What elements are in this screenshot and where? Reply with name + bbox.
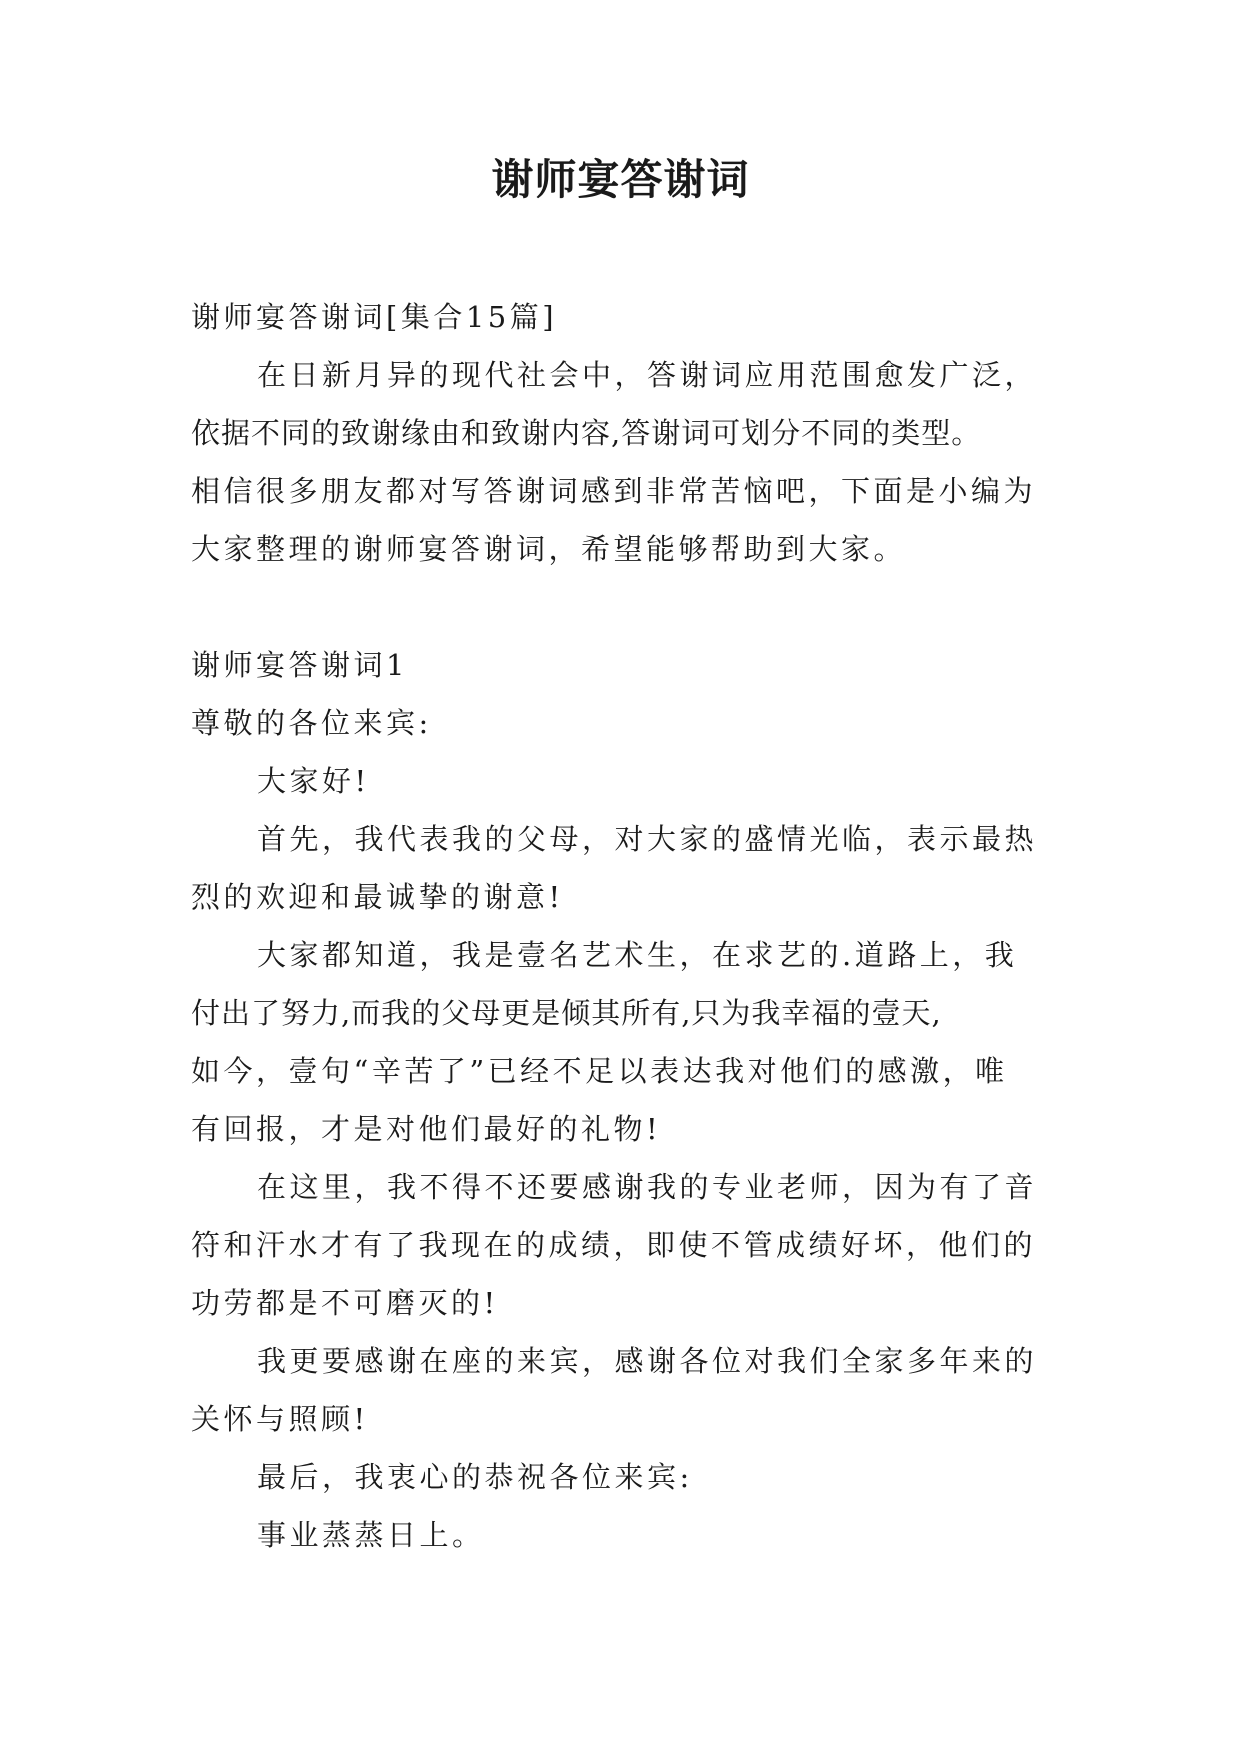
section-heading: 谢师宴答谢词1 (191, 648, 408, 682)
body-line: 大家好! (257, 764, 370, 798)
paragraph-spacer (191, 578, 1055, 636)
document-body (191, 288, 1055, 1564)
document-subtitle: 谢师宴答谢词[集合15篇] (191, 300, 558, 334)
document-title: 谢师宴答谢词 (491, 155, 750, 204)
body-line: 事业蒸蒸日上。 (257, 1518, 485, 1552)
intro-line: 大家整理的谢师宴答谢词，希望能够帮助到大家。 (191, 532, 907, 566)
intro-line: 在日新月异的现代社会中，答谢词应用范围愈发广泛， (257, 358, 1038, 392)
body-line: 关怀与照顾! (191, 1402, 369, 1436)
intro-line: 相信很多朋友都对写答谢词感到非常苦恼吧，下面是小编为 (191, 474, 1037, 508)
body-line: 在这里，我不得不还要感谢我的专业老师，因为有了音 (257, 1170, 1038, 1204)
body-line: 烈的欢迎和最诚挚的谢意! (191, 880, 564, 914)
body-line: 大家都知道，我是壹名艺术生，在求艺的.道路上，我 (257, 938, 1018, 972)
body-line: 功劳都是不可磨灭的! (191, 1286, 499, 1320)
intro-line: 依据不同的致谢缘由和致谢内容,答谢词可划分不同的类型。 (191, 416, 982, 450)
body-line: 如今，壹句“辛苦了”已经不足以表达我对他们的感激，唯 (191, 1054, 1008, 1088)
body-line: 首先，我代表我的父母，对大家的盛情光临，表示最热 (257, 822, 1038, 856)
body-line: 付出了努力,而我的父母更是倾其所有,只为我幸福的壹天, (191, 996, 942, 1030)
body-line: 有回报，才是对他们最好的礼物! (191, 1112, 662, 1146)
body-line: 符和汗水才有了我现在的成绩，即使不管成绩好坏，他们的 (191, 1228, 1037, 1262)
body-line: 我更要感谢在座的来宾，感谢各位对我们全家多年来的 (257, 1344, 1038, 1378)
body-line: 最后，我衷心的恭祝各位来宾: (257, 1460, 693, 1494)
salutation: 尊敬的各位来宾: (191, 706, 432, 740)
